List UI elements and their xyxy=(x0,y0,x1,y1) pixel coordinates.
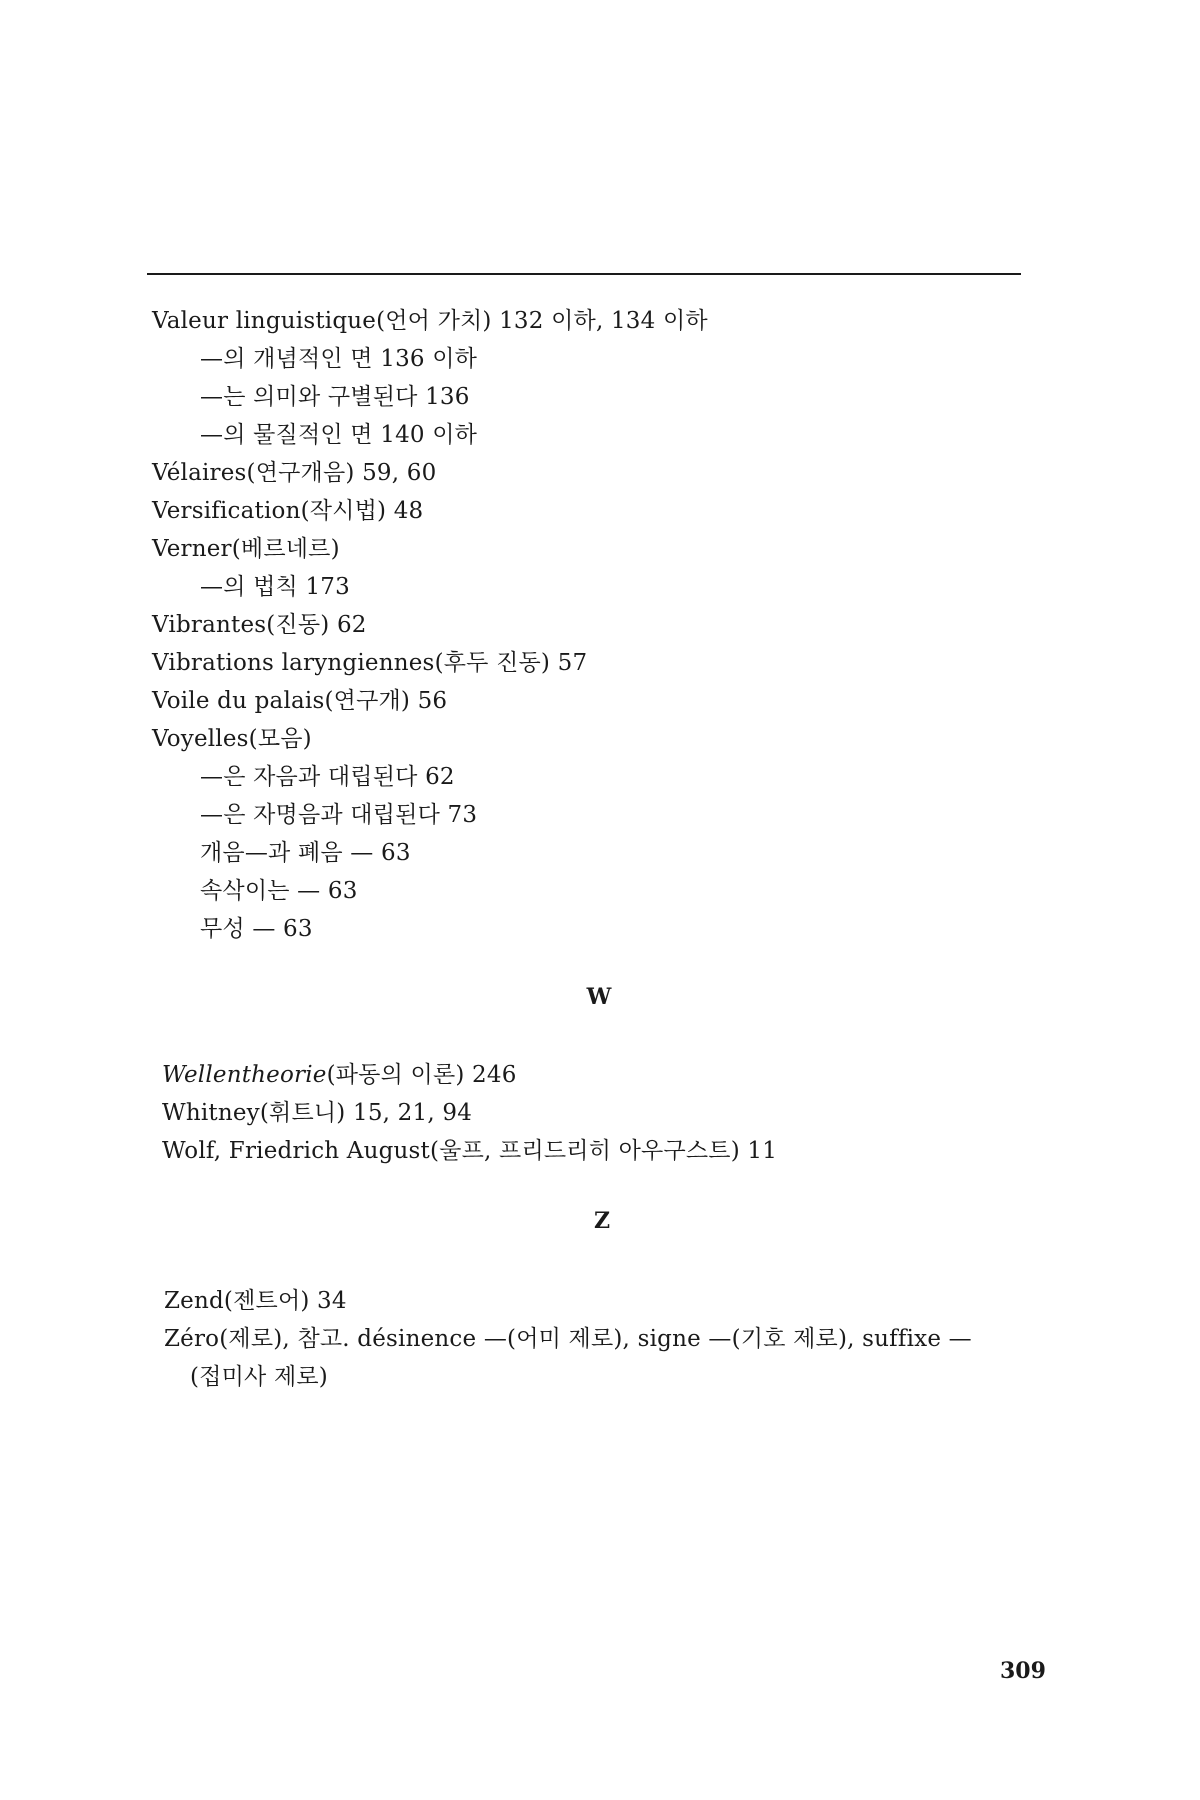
index-entry: Wolf, Friedrich August(울프, 프리드리히 아우구스트) 11 xyxy=(162,1138,778,1164)
index-subentry: 속삭이는 — 63 xyxy=(200,878,358,904)
section-heading-z: Z xyxy=(593,1208,611,1234)
index-entry: Vibrations laryngiennes(후두 진동) 57 xyxy=(152,650,588,676)
section-heading-w: W xyxy=(586,984,612,1010)
index-entry: Verner(베르네르) xyxy=(152,536,340,562)
index-entry: Zend(젠트어) 34 xyxy=(164,1288,347,1314)
index-entry: Vibrantes(진동) 62 xyxy=(152,612,367,638)
index-entry xyxy=(162,1060,517,1090)
index-subentry: —의 개념적인 면 136 이하 xyxy=(200,346,478,372)
index-subentry: —는 의미와 구별된다 136 xyxy=(200,384,470,410)
page-number: 309 xyxy=(1000,1658,1046,1684)
index-subentry: —은 자음과 대립된다 62 xyxy=(200,764,455,790)
index-entry: Zéro(제로), 참고. désinence —(어미 제로), signe —(기호 제로), suffixe — xyxy=(164,1326,972,1352)
index-subentry: 개음—과 폐음 — 63 xyxy=(200,840,411,866)
index-subentry: —은 자명음과 대립된다 73 xyxy=(200,802,478,828)
index-entry: Valeur linguistique(언어 가치) 132 이하, 134 이하 xyxy=(152,308,708,334)
index-entry-rest: (파동의 이론) 246 xyxy=(326,1062,517,1088)
index-term-italic: Wellentheorie xyxy=(162,1062,327,1088)
top-rule xyxy=(147,273,1021,275)
index-entry: Vélaires(연구개음) 59, 60 xyxy=(152,460,437,486)
index-entry-continuation: (접미사 제로) xyxy=(190,1364,328,1390)
index-entry: Voyelles(모음) xyxy=(152,726,312,752)
index-entry: Versification(작시법) 48 xyxy=(152,498,424,524)
index-entry: Voile du palais(연구개) 56 xyxy=(152,688,448,714)
index-subentry: —의 물질적인 면 140 이하 xyxy=(200,422,478,448)
index-subentry: —의 법칙 173 xyxy=(200,574,350,600)
index-entry: Whitney(휘트니) 15, 21, 94 xyxy=(162,1100,473,1126)
index-subentry: 무성 — 63 xyxy=(200,916,313,942)
